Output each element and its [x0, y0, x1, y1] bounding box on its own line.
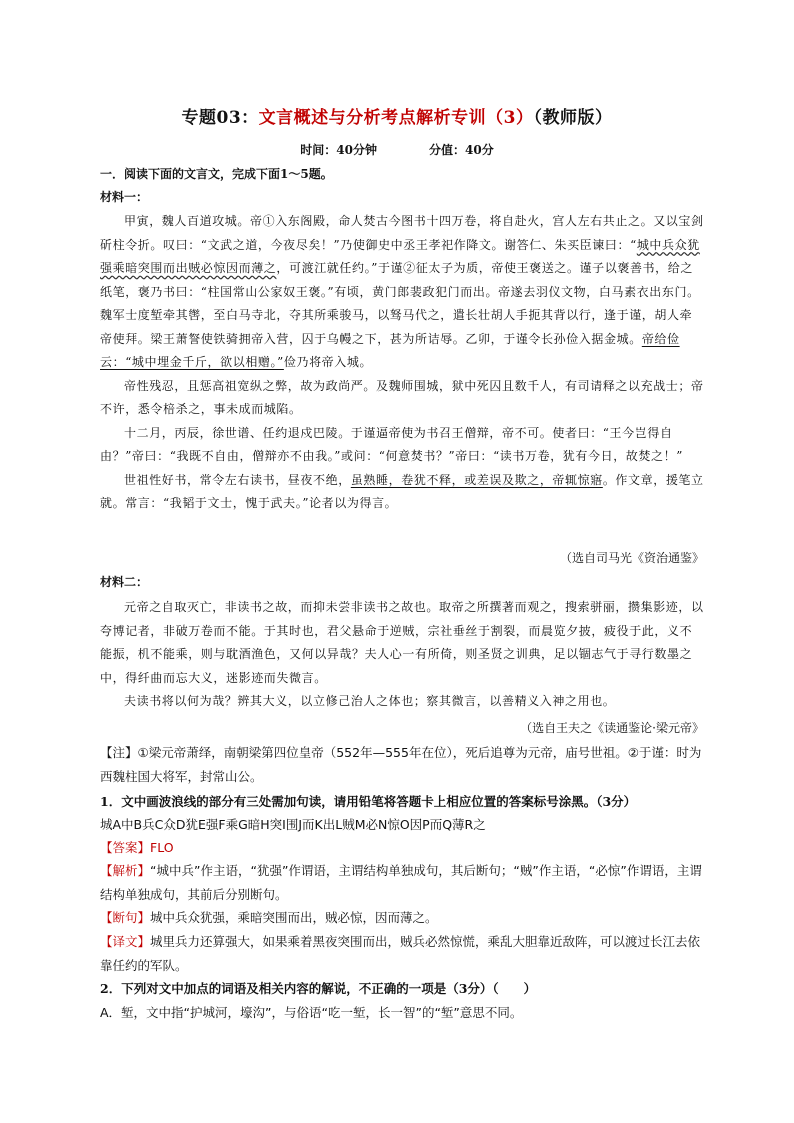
material1-source: （选自司马光《资治通鉴》 [559, 551, 704, 565]
answer-value: FLO [150, 840, 174, 855]
note-label: 【注】 [100, 745, 138, 760]
punctuation-text: 城中兵众犹强，乘暗突围而出，贼必惊，因而薄之。 [150, 910, 438, 925]
annotation-note [100, 741, 704, 789]
time-limit: 时间：40分钟 [300, 143, 377, 157]
material2-paragraph-2: 夫读书将以何为哉？辨其大义，以立修己治人之体也；察其微言，以善精义入神之用也。 [124, 694, 616, 708]
material1-paragraph-2: 帝性残忍，且惩高祖宽纵之弊，故为政尚严。及魏师围城，狱中死囚且数千人，有司请释之以充战士；帝不许，悉令棓杀之，事未成而城陷。 [100, 378, 704, 416]
passage-text: 。作文章，援笔立就。常言：“我韬于文士，愧于武夫。”论者以为得言。 [100, 472, 704, 510]
passage-text: ，可渡江就任约。”于谨②征太子为质，帝使王褒送之。谨子以褒善书，给之纸笔，褒乃书曰：“柱国常山公家奴王褒。”有顷，黄门郎裴政犯门而出。帝遂去羽仪文物，白马素衣出东门。魏军士度堑牵其辔，至白马寺北，夺其所乘骏马，以驽马代之，遣长壮胡人手扼其背以行，逢于谨，胡人牵帝使拜。梁王萧詧使铁骑拥帝入营，囚于乌幔之下，甚为所诘辱。乙卯，于谨令长孙俭入据金城。 [100, 261, 700, 346]
punctuation-label: 【断句】 [100, 910, 151, 925]
title-prefix: 专题03： [181, 108, 259, 128]
translation-label: 【译文】 [100, 934, 151, 949]
title-main: 文言概述与分析考点解析专训（3） [258, 108, 534, 128]
passage-text: 俭乃将帝入城。 [283, 355, 373, 369]
wavy-underlined-text: 城中兵众犹强乘暗突围而出贼必惊因而薄之 [100, 237, 700, 275]
material2-passage [100, 596, 704, 714]
material1-paragraph-3: 十二月，丙辰，徐世谱、任约退戍巴陵。于谨逼帝使为书召王僧辩，帝不可。使者曰：“王今岂得自由？”帝曰：“我既不自由，僧辩亦不由我。”或问：“何意焚书？”帝曰：“读书万卷，犹有今日，故焚之！” [100, 425, 683, 463]
question-1-analysis [100, 859, 704, 907]
note-text: ①梁元帝萧绎，南朝梁第四位皇帝（552年—555年在位），死后追尊为元帝，庙号世祖。②于谨：时为西魏柱国大将军，封常山公。 [100, 745, 702, 784]
material2-heading: 材料二： [100, 575, 149, 589]
question-1-translation [100, 930, 704, 978]
material2-source: （选自王夫之《读通鉴论·梁元帝》 [520, 721, 704, 735]
material1-heading: 材料一： [100, 190, 149, 204]
section-heading: 一．阅读下面的文言文，完成下面1～5题。 [100, 167, 333, 181]
material1-passage [100, 210, 704, 516]
title-suffix: （教师版） [533, 108, 613, 128]
analysis-label: 【解析】 [100, 863, 151, 878]
question-1-answer [100, 836, 704, 860]
analysis-text: “城中兵”作主语，“犹强”作谓语，主谓结构单独成句，其后断句；“贼”作主语，“必惊”作谓语，主谓结构单独成句，其前后分别断句。 [100, 863, 702, 902]
question-1-sentence: 城A中B兵C众D犹E强F乘G暗H突I围J而K出L贼M必N惊O因P而Q薄R之 [100, 817, 486, 832]
answer-label: 【答案】 [100, 840, 151, 855]
question-1: 1．文中画波浪线的部分有三处需加句读，请用铅笔将答题卡上相应位置的答案标号涂黑。（3分） [100, 794, 637, 809]
document-title [0, 103, 794, 128]
passage-text: 世祖性好书，常令左右读书，昼夜不绝， [124, 472, 351, 487]
question-2: 2．下列对文中加点的词语及相关内容的解说，不正确的一项是（3分）（ ） [100, 981, 537, 996]
underlined-text: 虽熟睡，卷犹不释，或差误及欺之，帝辄惊寤 [350, 472, 603, 487]
score-total: 分值：40分 [429, 143, 494, 157]
question-2-option-a: A．堑，文中指“护城河，壕沟”，与俗语“吃一堑，长一智”的“堑”意思不同。 [100, 1005, 523, 1020]
underlined-text: 帝给俭云：“城中埋金千斤，欲以相赠。” [100, 331, 680, 369]
question-1-punctuation [100, 906, 704, 930]
translation-text: 城里兵力还算强大，如果乘着黑夜突围而出，贼兵必然惊慌，乘乱大胆靠近敌阵，可以渡过长江去依靠任约的军队。 [100, 934, 701, 973]
exam-meta [0, 141, 794, 158]
material1-paragraph-4 [100, 469, 704, 516]
material2-paragraph-1: 元帝之自取灭亡，非读书之故，而抑未尝非读书之故也。取帝之所撰著而观之，搜索骈丽，攒集影迹，以夸博记者，非破万卷而不能。于其时也，君父悬命于逆贼，宗社垂丝于割裂，而晨览夕披，疲役于此，义不能振，机不能乘，则与耽酒渔色，又何以异哉？夫人心一有所倚，则圣贤之训典，足以锢志气于寻行数墨之中，得纤曲而忘大义，迷影迹而失微言。 [100, 600, 704, 685]
material1-paragraph-1 [100, 210, 704, 375]
passage-text: 甲寅，魏人百道攻城。帝①入东阁殿，命人焚古今图书十四万卷，将自赴火，宫人左右共止之。又以宝剑斫柱令折。叹曰：“文武之道，今夜尽矣！”乃使御史中丞王孝祀作降文。谢答仁、朱买臣谏曰：“ [100, 214, 704, 252]
